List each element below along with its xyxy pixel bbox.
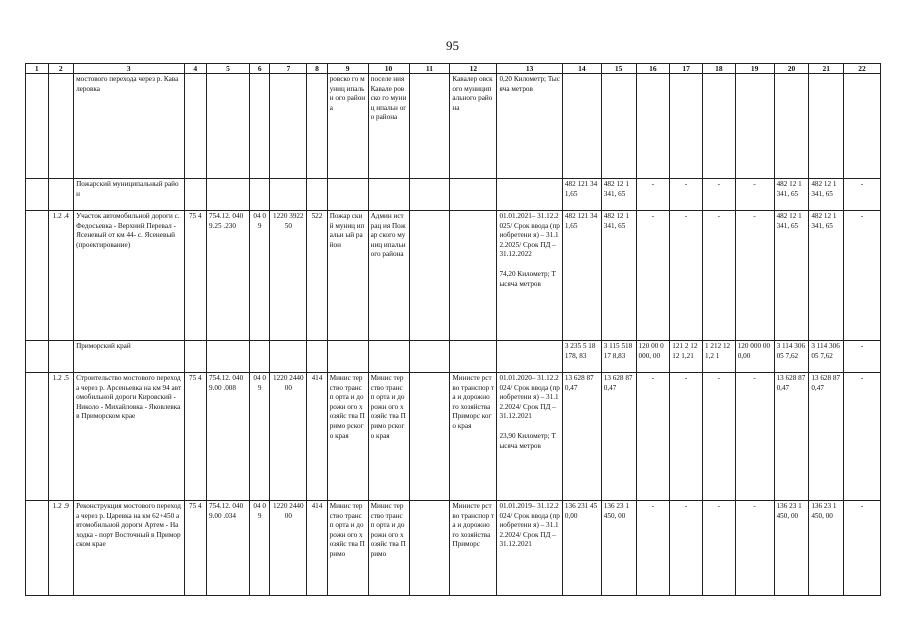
- table-cell: [270, 501, 307, 596]
- table-cell: [809, 501, 844, 596]
- table-cell: [636, 179, 670, 211]
- col-header: 13: [497, 64, 562, 74]
- table-cell: [327, 341, 368, 373]
- cell-text: 13 628 870,47: [603, 374, 633, 392]
- cell-text: -: [717, 180, 721, 188]
- table-cell: [844, 74, 881, 179]
- table-cell: [601, 74, 636, 179]
- table-cell: [270, 179, 307, 211]
- table-cell: [670, 341, 703, 373]
- table-cell: [270, 74, 307, 179]
- table-cell: [270, 341, 307, 373]
- col-header: 5: [207, 64, 250, 74]
- table-cell: [249, 373, 269, 501]
- header-row: [26, 64, 881, 74]
- table-cell: [307, 341, 327, 373]
- cell-text: -: [684, 374, 688, 382]
- cell-text: Реконструкция мостового перехода через р. Царевка на км 62+450 автомобильной дороги Артем - Находка - порт Восточный в Приморском крае: [76, 502, 181, 549]
- table-cell: [184, 341, 207, 373]
- cell-text: -: [717, 374, 721, 382]
- table-cell: [48, 179, 74, 211]
- data-table: [25, 63, 881, 596]
- table-cell: [735, 373, 774, 501]
- table-cell: [207, 74, 250, 179]
- cell-text: 754.12. 0409.25 .230: [209, 212, 244, 230]
- table-cell: [774, 501, 809, 596]
- table-cell: [327, 211, 368, 341]
- table-cell: [670, 501, 703, 596]
- cell-text: Минис терство трансп орта и дорожн ого хозяйс тва Примо рского края: [329, 374, 365, 440]
- cell-text: -: [753, 374, 756, 382]
- col-header: 6: [249, 64, 269, 74]
- cell-text: -: [717, 502, 721, 510]
- cell-text-length: 23,90 Километр; Тысяча метров: [499, 431, 556, 450]
- table-cell: [327, 373, 368, 501]
- table-cell: [670, 211, 703, 341]
- table-cell: [184, 211, 207, 341]
- cell-text: 04 09: [253, 502, 266, 520]
- table-cell: [184, 179, 207, 211]
- cell-text: 120 00 0 000, 00: [638, 342, 664, 360]
- table-cell: [48, 211, 74, 341]
- table-cell: [270, 373, 307, 501]
- table-cell: [450, 179, 497, 211]
- cell-text: 482 12 1 341, 65: [811, 180, 837, 198]
- table-cell: [601, 179, 636, 211]
- table-cell: [450, 501, 497, 596]
- table-row: [26, 341, 881, 373]
- table-cell: [735, 211, 774, 341]
- col-header: 18: [702, 64, 735, 74]
- table-cell: [184, 501, 207, 596]
- table-cell: [844, 373, 881, 501]
- table-cell: [307, 501, 327, 596]
- cell-text: 01.01.2020– 31.12.2024/ Срок ввода (приобретени я) – 31.12.2024/ Срок ПД – 31.12.2021: [499, 374, 560, 421]
- table-cell: [207, 211, 250, 341]
- table-cell: [74, 373, 184, 501]
- cell-text: 75 4: [188, 374, 202, 382]
- cell-text: 120 000 000,00: [737, 342, 771, 360]
- col-header: 22: [844, 64, 881, 74]
- cell-text: -: [651, 180, 655, 188]
- table-cell: [26, 211, 49, 341]
- cell-text: 1.2 .9: [52, 502, 69, 510]
- table-row: [26, 74, 881, 179]
- table-cell: [601, 211, 636, 341]
- col-header: 14: [562, 64, 601, 74]
- table-cell: [844, 341, 881, 373]
- cell-text: 482 12 1 341, 65: [776, 212, 802, 230]
- cell-text: -: [753, 502, 756, 510]
- cell-text: -: [684, 180, 688, 188]
- table-cell: [636, 74, 670, 179]
- col-header: 11: [409, 64, 450, 74]
- cell-text: 1.2 .5: [52, 374, 69, 382]
- cell-text: Министе рство транспор та и дорожно го хозяйства Приморс: [452, 502, 495, 549]
- col-header: 7: [270, 64, 307, 74]
- table-cell: [497, 74, 562, 179]
- cell-text: 482 12 1 341, 65: [811, 212, 837, 230]
- table-cell: [368, 211, 409, 341]
- table-cell: [670, 373, 703, 501]
- cell-text: 1.2 .4: [52, 212, 69, 220]
- table-cell: [409, 74, 450, 179]
- table-cell: [249, 74, 269, 179]
- table-cell: [636, 501, 670, 596]
- table-cell: [450, 373, 497, 501]
- table-cell: [249, 501, 269, 596]
- cell-text: 3 115 518 17 8,83: [603, 342, 633, 360]
- cell-text: 04 09: [253, 374, 266, 392]
- table-cell: [368, 179, 409, 211]
- cell-text: 136 23 1 450, 00: [811, 502, 837, 520]
- table-cell: [74, 179, 184, 211]
- table-cell: [601, 501, 636, 596]
- cell-text: 13 628 870,47: [811, 374, 841, 392]
- table-cell: [48, 373, 74, 501]
- cell-text: -: [860, 374, 864, 382]
- table-cell: [774, 179, 809, 211]
- table-cell: [450, 341, 497, 373]
- cell-text: 01.01.2021– 31.12.2025/ Срок ввода (приобретени я) – 31.12.2025/ Срок ПД – 31.12.2022: [499, 212, 560, 259]
- table-cell: [74, 501, 184, 596]
- table-cell: [368, 373, 409, 501]
- cell-text-length: 74,20 Километр; Тысяча метров: [499, 269, 556, 288]
- cell-text: 1 212 121,2 1: [704, 342, 731, 360]
- cell-text: 3 114 306 05 7,62: [776, 342, 806, 360]
- cell-text: мостового перехода через р. Кавалеровка: [76, 75, 179, 93]
- col-header: 17: [670, 64, 703, 74]
- table-cell: [774, 211, 809, 341]
- table-cell: [735, 179, 774, 211]
- cell-text: Админ истрац ия Пожар ского муниц ипальн ого района: [370, 212, 406, 259]
- cell-text: Участок автомобильной дороги с. Федосьевка - Верхний Перевал - Ясеневый от км 44- с. Ясеневый (проектирование): [76, 212, 180, 249]
- table-cell: [307, 373, 327, 501]
- table-cell: [702, 373, 735, 501]
- table-cell: [409, 373, 450, 501]
- cell-text: -: [753, 212, 756, 220]
- cell-text: 482 12 1 341, 65: [776, 180, 802, 198]
- table-cell: [48, 74, 74, 179]
- col-header: 4: [184, 64, 207, 74]
- cell-text: 13 628 870,47: [564, 374, 594, 392]
- cell-text: Минис терство трансп орта и дорожн ого хозяйс тва Примо рского края: [370, 374, 406, 440]
- table-cell: [409, 211, 450, 341]
- table-cell: [368, 501, 409, 596]
- cell-text: 414: [311, 502, 323, 510]
- table-cell: [562, 211, 601, 341]
- table-cell: [735, 501, 774, 596]
- cell-text: 1220 2440 00: [273, 502, 304, 520]
- table-cell: [207, 373, 250, 501]
- cell-text: 0,20 Километр; Тысяча метров: [499, 75, 560, 93]
- cell-text: 482 121 341,65: [564, 180, 598, 198]
- table-cell: [497, 373, 562, 501]
- cell-text: Строительство мостового перехода через р. Арсеньевка на км 94 автомобильной дороги Кировский - Николо - Михайловка - Яковлевка в Приморском крае: [76, 374, 182, 421]
- cell-text: Минис терство трансп орта и дорожн ого хозяйс тва Примо: [370, 502, 406, 558]
- cell-text: Пожар ский муниц ипальн ый район: [329, 212, 365, 249]
- table-cell: [562, 341, 601, 373]
- table-cell: [207, 501, 250, 596]
- table-cell: [450, 74, 497, 179]
- table-cell: [249, 341, 269, 373]
- table-cell: [844, 211, 881, 341]
- table-cell: [207, 341, 250, 373]
- table-cell: [497, 211, 562, 341]
- table-cell: [74, 211, 184, 341]
- table-cell: [636, 211, 670, 341]
- table-cell: [497, 501, 562, 596]
- table-cell: [307, 211, 327, 341]
- col-header: 15: [601, 64, 636, 74]
- cell-text: 754.12. 0409.00 .034: [209, 502, 244, 520]
- table-cell: [670, 179, 703, 211]
- col-header: 20: [774, 64, 809, 74]
- col-header: 9: [327, 64, 368, 74]
- cell-text: -: [860, 342, 864, 350]
- cell-text: -: [651, 374, 655, 382]
- table-cell: [368, 341, 409, 373]
- col-header: 21: [809, 64, 844, 74]
- cell-text: Приморский край: [76, 342, 131, 350]
- table-cell: [307, 179, 327, 211]
- cell-text: -: [651, 212, 655, 220]
- table-cell: [735, 341, 774, 373]
- cell-text: 13 628 870,47: [776, 374, 806, 392]
- table-cell: [702, 74, 735, 179]
- table-cell: [601, 373, 636, 501]
- table-cell: [74, 341, 184, 373]
- table-cell: [327, 74, 368, 179]
- table-cell: [26, 179, 49, 211]
- table-cell: [48, 501, 74, 596]
- table-cell: [249, 179, 269, 211]
- table-cell: [774, 341, 809, 373]
- cell-text: 754.12. 0409.00 .008: [209, 374, 244, 392]
- table-cell: [497, 179, 562, 211]
- table-cell: [562, 74, 601, 179]
- cell-text: 121 2 12 12 1,21: [672, 342, 698, 360]
- col-header: 12: [450, 64, 497, 74]
- table-cell: [409, 179, 450, 211]
- cell-text: 414: [311, 374, 323, 382]
- table-cell: [184, 373, 207, 501]
- cell-text: поселе ния Кавале ровско го муниц ипальн ого района: [370, 75, 407, 122]
- cell-text: 1220 3922 50: [273, 212, 304, 230]
- table-cell: [184, 74, 207, 179]
- cell-text: 522: [311, 212, 323, 220]
- cell-text: 482 12 1 341, 65: [603, 212, 629, 230]
- cell-text: 136 23 1 450, 00: [603, 502, 629, 520]
- table-cell: [450, 211, 497, 341]
- page-number: 95: [446, 38, 459, 53]
- table-cell: [562, 179, 601, 211]
- table-cell: [809, 74, 844, 179]
- table-cell: [26, 74, 49, 179]
- cell-text: -: [753, 180, 756, 188]
- table-cell: [774, 373, 809, 501]
- cell-text: 75 4: [188, 212, 202, 220]
- table-cell: [809, 341, 844, 373]
- table-cell: [844, 501, 881, 596]
- cell-text: -: [684, 212, 688, 220]
- col-header: 2: [48, 64, 74, 74]
- cell-text: -: [717, 212, 721, 220]
- cell-text: Минис терство трансп орта и дорожн ого хозяйс тва Примо: [329, 502, 365, 558]
- table-cell: [702, 179, 735, 211]
- col-header: 10: [368, 64, 409, 74]
- cell-text: -: [651, 502, 655, 510]
- cell-text: ровско го муниц ипальн ого района: [329, 75, 366, 112]
- table-cell: [670, 74, 703, 179]
- table-cell: [497, 341, 562, 373]
- cell-text: Министе рство транспор та и дорожно го хозяйства Приморс кого края: [452, 374, 495, 430]
- table-cell: [26, 341, 49, 373]
- col-header: 1: [26, 64, 49, 74]
- table-cell: [26, 373, 49, 501]
- table-cell: [809, 211, 844, 341]
- table-cell: [409, 341, 450, 373]
- table-cell: [735, 74, 774, 179]
- table-cell: [774, 74, 809, 179]
- table-cell: [702, 341, 735, 373]
- col-header: 8: [307, 64, 327, 74]
- col-header: 19: [735, 64, 774, 74]
- cell-text: 3 235 5 18 178, 83: [564, 342, 596, 360]
- table-cell: [368, 74, 409, 179]
- table-cell: [702, 211, 735, 341]
- table-cell: [702, 501, 735, 596]
- table-cell: [307, 74, 327, 179]
- col-header: 16: [636, 64, 670, 74]
- table-row: [26, 373, 881, 501]
- table-cell: [74, 74, 184, 179]
- cell-text: -: [860, 212, 864, 220]
- table-cell: [409, 501, 450, 596]
- cell-text: 482 121 341,65: [564, 212, 598, 230]
- table-cell: [270, 211, 307, 341]
- table-cell: [809, 179, 844, 211]
- table-row: [26, 179, 881, 211]
- table-cell: [327, 179, 368, 211]
- table-cell: [601, 341, 636, 373]
- table-cell: [327, 501, 368, 596]
- table-cell: [207, 179, 250, 211]
- cell-text: Кавалер овского муницип ального района: [452, 75, 493, 112]
- cell-text: 1220 2440 00: [273, 374, 304, 392]
- cell-text: -: [860, 502, 864, 510]
- table-row: [26, 211, 881, 341]
- cell-text: 3 114 306 05 7,62: [811, 342, 840, 360]
- table-cell: [562, 373, 601, 501]
- table-cell: [562, 501, 601, 596]
- cell-text: -: [684, 502, 688, 510]
- cell-text: Пожарский муниципальный район: [76, 180, 179, 198]
- table-cell: [809, 373, 844, 501]
- table-cell: [844, 179, 881, 211]
- cell-text: -: [860, 180, 864, 188]
- table-row: [26, 501, 881, 596]
- col-header: 3: [74, 64, 184, 74]
- cell-text: 01.01.2019– 31.12.2024/ Срок ввода (приобретени я) – 31.12.2024/ Срок ПД – 31.12.2021: [499, 502, 560, 549]
- table-cell: [249, 211, 269, 341]
- cell-text: 482 12 1 341, 65: [603, 180, 629, 198]
- cell-text: 75 4: [188, 502, 202, 510]
- table-cell: [636, 373, 670, 501]
- cell-text: 04 09: [253, 212, 266, 230]
- cell-text: 136 23 1 450, 00: [776, 502, 802, 520]
- table-cell: [48, 341, 74, 373]
- cell-text: 136 231 450,00: [564, 502, 598, 520]
- table-cell: [26, 501, 49, 596]
- table-cell: [636, 341, 670, 373]
